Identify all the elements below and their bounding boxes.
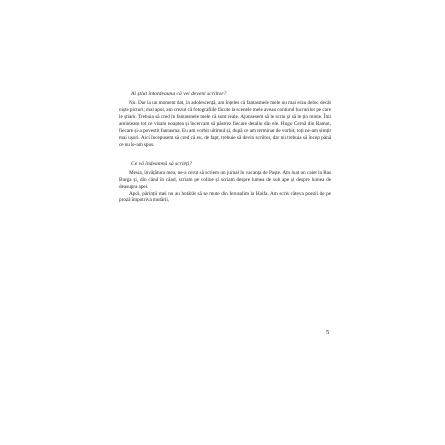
text-column <box>119 91 331 204</box>
answer-paragraph-3: Apoi, părinții mei nu au hotărât să se mute din Ierusalim la Haifa. Am scris câteva poezii de pe proză împotriva mutării, <box>119 190 331 204</box>
answer-paragraph-1: Nu. Dar la un moment dat, în adolescență, am înțeles că fantasmele mele nu mai erau deloc decât niște picturi; mai apoi, am crezut că fotografiile făcute la scenele mele aveau conturul lucrurilor pe care le știam. Trebuia să cred în fantasmele mele că sunt reale. Ajunsesem să le scriu și să le țin minte. Îmi aminteam tot ce visam noaptea și încercam să păstrez fiecare detaliu din ele. Hugo Cernă din Ramot, fiecare și-a povestit fantasma. Eu am vorbit ultimul și, după ce am terminat de vorbit, toți ne-am simțit mai ușori. Aici începusem să cred că eu, de fapt, trebuie să devin scriitor, dar nu trebuia să încep până ce nu le-am spus. <box>119 100 331 148</box>
interview-question-1: Ai știut întotdeauna că vei deveni scriitor? <box>131 91 227 97</box>
interview-question-2: Ce vă îndeamnă să scrieți? <box>131 160 192 167</box>
section-gap <box>119 149 331 161</box>
page-number: 5 <box>326 329 330 336</box>
answer-paragraph-2: Mesia, învățătura mea, ne-a cerut să scriem un jurnal în vacanța de Paște. Am luat un caiet la Ras Burga și, din când în când, scriam pe coline și scriam despre lumea de sub ape și despre lumea de deasupra apei. <box>119 169 331 190</box>
